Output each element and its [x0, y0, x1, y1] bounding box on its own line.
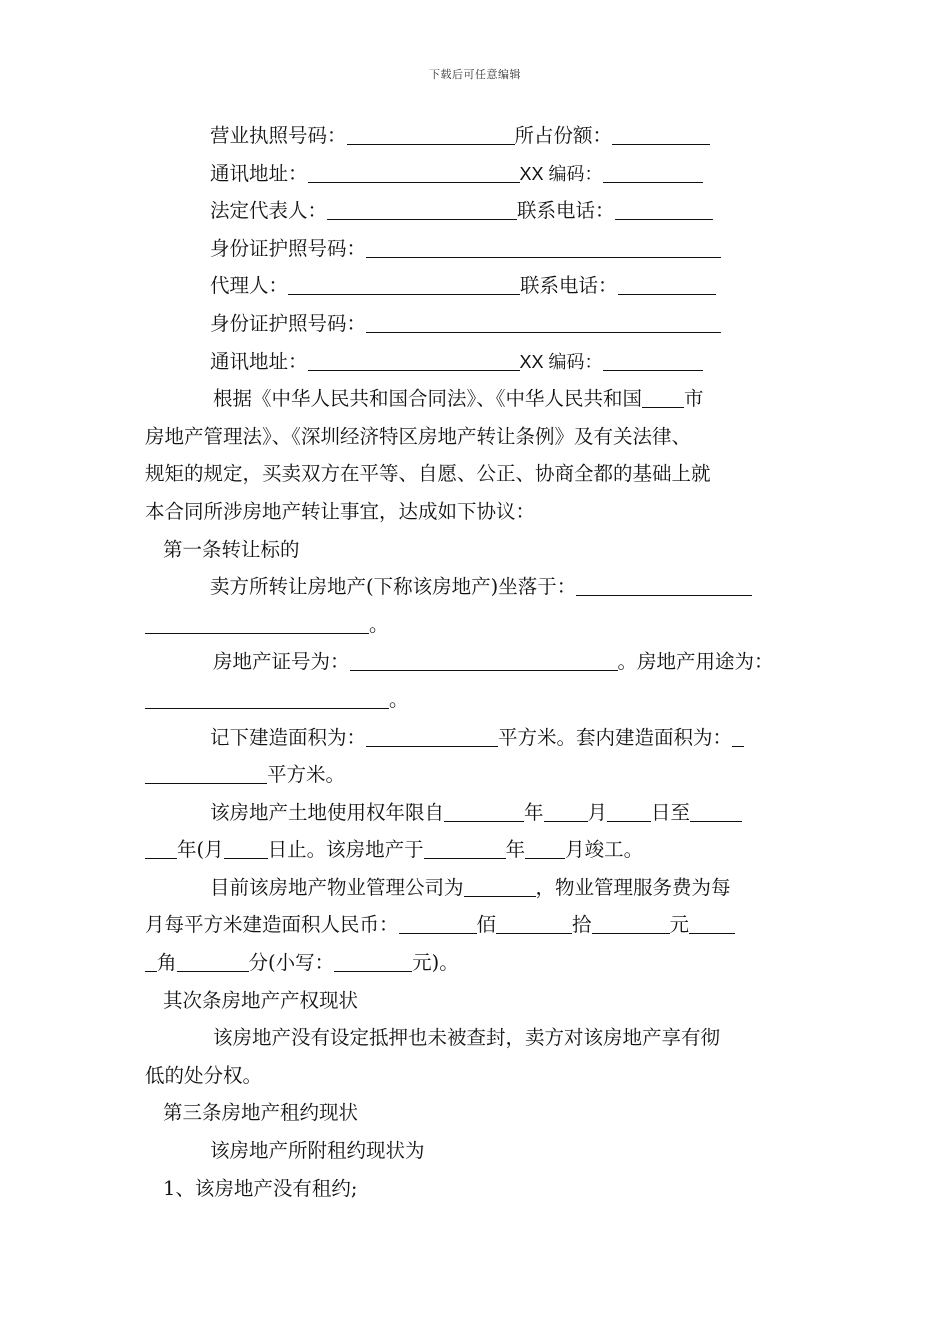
cert-use-line: [145, 643, 810, 681]
inner-area-label: 平方米。套内建造面积为：: [498, 725, 733, 749]
phone-blank[interactable]: [615, 197, 713, 220]
postcode-label: XX 编码：: [519, 163, 603, 184]
location-label: 卖方所转让房地产(下称该房地产)坐落于：: [210, 575, 577, 599]
mgmt-company-label: 目前该房地产物业管理公司为: [210, 875, 464, 899]
land-term-label: 该房地产土地使用权年限自: [210, 800, 445, 824]
article2-para-1: 该房地产没有设定抵押也未被查封，卖方对该房地产享有彻: [213, 1026, 721, 1050]
preamble-line-3: 规矩的规定，买卖双方在平等、自愿、公正、协商全都的基础上就: [145, 462, 711, 486]
yuan-blank[interactable]: [592, 911, 670, 934]
to-year-blank[interactable]: [690, 799, 742, 822]
address-label: 通讯地址：: [210, 161, 308, 185]
article3-title: 第三条房地产租约现状: [163, 1101, 359, 1125]
hundreds-blank[interactable]: [399, 911, 477, 934]
use-blank[interactable]: [145, 686, 389, 709]
article1-title: 第一条转让标的: [163, 537, 300, 561]
city-blank[interactable]: [642, 385, 684, 408]
address-blank[interactable]: [308, 160, 520, 183]
tens-label: 拾: [572, 913, 592, 937]
location-line: [145, 568, 810, 606]
preamble-line-1: [145, 380, 810, 418]
id-passport-blank[interactable]: [366, 235, 721, 258]
day-to-label: 日至: [651, 800, 691, 824]
agent-blank[interactable]: [288, 272, 520, 295]
completion-month-blank[interactable]: [525, 836, 565, 859]
property-mgmt-line-3: [145, 944, 810, 982]
phone2-blank[interactable]: [618, 272, 716, 295]
mgmt-fee-label: ，物业管理服务费为每: [535, 875, 731, 899]
page-header: 下载后可任意编辑: [429, 68, 521, 81]
id-passport2-label: 身份证护照号码：: [210, 311, 367, 335]
from-month-blank[interactable]: [544, 799, 588, 822]
share-label: 所占份额：: [514, 124, 613, 147]
address-postcode-line: [145, 155, 810, 193]
address2-label: 通讯地址：: [210, 349, 308, 373]
use-line-cont: [145, 681, 810, 719]
area-line-cont: [145, 756, 810, 794]
location-line-cont: [145, 606, 810, 644]
mgmt-company-blank[interactable]: [464, 874, 536, 897]
article2-title: 其次条房地产产权现状: [163, 988, 359, 1012]
legal-rep-blank[interactable]: [327, 197, 517, 220]
phone2-label: 联系电话：: [520, 274, 618, 298]
completion-month-label: 月竣工。: [565, 838, 644, 862]
jiao-blank-cont[interactable]: [145, 949, 157, 972]
area-blank[interactable]: [366, 724, 498, 747]
preamble-line-4: 本合同所涉房地产转让事宜，达成如下协议：: [145, 499, 536, 523]
preamble-text: 根据《中华人民共和国合同法》、《中华人民共和国: [213, 387, 643, 411]
rmb-label: 月每平方米建造面积人民币：: [145, 913, 399, 937]
address2-blank[interactable]: [308, 348, 520, 371]
from-year-blank[interactable]: [444, 799, 524, 822]
legal-rep-line: [145, 192, 810, 230]
to-year-blank-cont[interactable]: [145, 836, 177, 859]
id-passport-label: 身份证护照号码：: [210, 236, 367, 260]
from-day-blank[interactable]: [607, 799, 651, 822]
hundreds-label: 佰: [476, 913, 497, 937]
cert-blank[interactable]: [350, 648, 618, 671]
property-mgmt-line-2: [145, 906, 810, 944]
punct: 。: [369, 612, 389, 636]
license-share-line: [145, 117, 810, 155]
agent-line: [145, 267, 810, 305]
article3-item-1: 1、该房地产没有租约;: [163, 1176, 358, 1200]
yuan-label: 元: [669, 913, 690, 937]
punct: 。: [389, 687, 409, 711]
year-label: 年: [524, 800, 544, 824]
unit: 平方米。: [267, 763, 346, 787]
fen-blank[interactable]: [177, 949, 249, 972]
to-day-blank[interactable]: [224, 836, 268, 859]
small-write-unit: 元)。: [412, 951, 459, 975]
agent-label: 代理人：: [210, 274, 289, 298]
jiao-label: 角: [157, 951, 177, 975]
inner-area-blank-cont[interactable]: [145, 761, 267, 784]
article2-para-2: 低的处分权。: [145, 1063, 263, 1087]
share-blank[interactable]: [612, 122, 710, 145]
inner-area-blank[interactable]: [732, 724, 744, 747]
id-passport-line: [145, 230, 810, 268]
area-line: [145, 719, 810, 757]
small-write-label: 分(小写：: [248, 951, 335, 975]
small-write-blank[interactable]: [334, 949, 412, 972]
postcode2-blank[interactable]: [603, 348, 703, 371]
year-label: 年: [505, 838, 526, 862]
phone-label: 联系电话：: [517, 199, 615, 223]
postcode2-label: XX 编码：: [519, 351, 603, 372]
month-label: 月: [587, 800, 608, 824]
completion-label: 日止。该房地产于: [267, 838, 424, 862]
land-term-line-cont: [145, 831, 810, 869]
id-passport2-line: [145, 305, 810, 343]
use-label: 。房地产用途为：: [617, 650, 774, 674]
location-blank-cont[interactable]: [145, 611, 369, 634]
land-term-line: [145, 794, 810, 832]
year-month-label: 年(月: [177, 838, 224, 862]
location-blank[interactable]: [576, 573, 752, 596]
jiao-blank[interactable]: [689, 911, 735, 934]
preamble-text: 市: [684, 387, 704, 411]
article3-para-1: 该房地产所附租约现状为: [210, 1139, 425, 1163]
postcode-blank[interactable]: [603, 160, 703, 183]
preamble-line-2: 房地产管理法》、《深圳经济特区房地产转让条例》及有关法律、: [145, 424, 692, 448]
address2-postcode2-line: [145, 343, 810, 381]
license-no-label: 营业执照号码：: [210, 124, 347, 147]
legal-rep-label: 法定代表人：: [210, 199, 328, 223]
tens-blank[interactable]: [496, 911, 572, 934]
license-no-blank[interactable]: [347, 122, 515, 145]
id-passport2-blank[interactable]: [366, 310, 721, 333]
property-mgmt-line: [145, 869, 810, 907]
area-label: 记下建造面积为：: [210, 725, 367, 749]
cert-label: 房地产证号为：: [213, 650, 350, 674]
contract-body: [145, 117, 810, 1207]
completion-year-blank[interactable]: [424, 836, 506, 859]
